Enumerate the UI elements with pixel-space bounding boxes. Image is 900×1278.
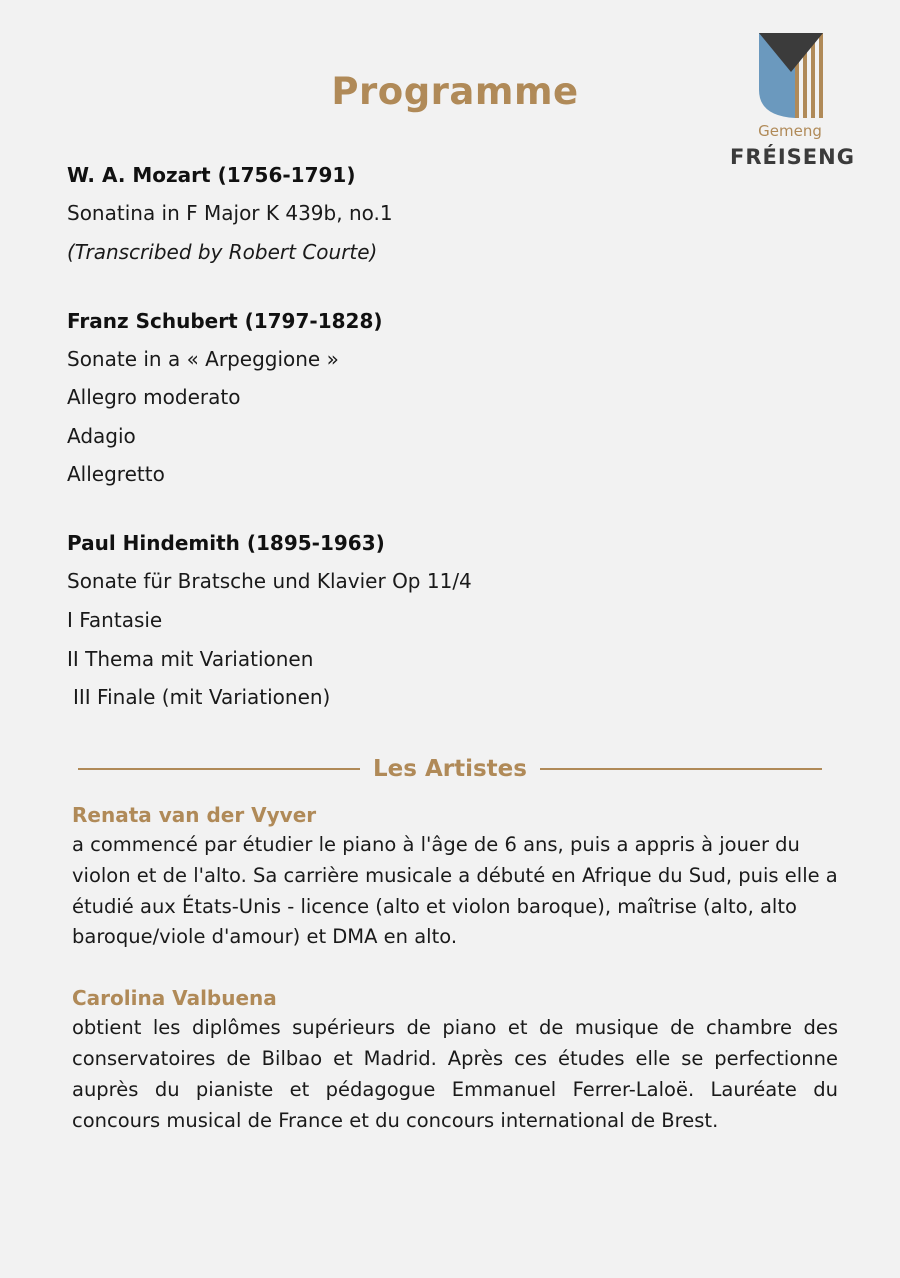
work-movement: II Thema mit Variationen [67, 646, 314, 671]
logo-name: FRÉISENG [730, 145, 855, 169]
programme-item [67, 160, 707, 267]
work-title: Sonate in a « Arpeggione » [67, 346, 339, 371]
programme-item [67, 306, 707, 490]
work-movement: Allegro moderato [67, 385, 241, 410]
artists-section-divider [78, 752, 822, 786]
work-movement: Adagio [67, 423, 136, 448]
work-title: Sonatina in F Major K 439b, no.1 [67, 201, 393, 225]
programme-list [67, 160, 707, 751]
programme-item [67, 528, 707, 712]
composer-name: Franz Schubert (1797-1828) [67, 308, 383, 333]
divider-line-left [78, 768, 360, 770]
work-movement: III Finale (mit Variationen) [73, 685, 331, 710]
artist-name: Renata van der Vyver [72, 803, 317, 827]
artists-heading: Les Artistes [373, 756, 527, 782]
work-title: Sonate für Bratsche und Klavier Op 11/4 [67, 569, 472, 594]
work-movement: Allegretto [67, 462, 165, 487]
logo-subtitle: Gemeng [758, 122, 822, 140]
composer-name: W. A. Mozart (1756-1791) [67, 163, 356, 187]
work-movement: I Fantasie [67, 607, 163, 632]
artists-list [72, 800, 838, 1166]
work-note: (Transcribed by Robert Courte) [67, 239, 378, 264]
shield-emblem-icon [730, 30, 850, 122]
artist-entry [72, 983, 838, 1136]
artist-bio: a commencé par étudier le piano à l'âge de 6 ans, puis a appris à jouer du violon et de l'alto. Sa carrière musicale a débuté en Afrique du Sud, puis elle a étudié aux États-Unis - licence (alto et violon baroque), maîtrise (alto, alto baroque/viole d'amour) et DMA en alto. [72, 833, 838, 949]
artist-entry [72, 800, 838, 953]
commune-logo [730, 30, 855, 175]
divider-line-right [540, 768, 822, 770]
page-title: Programme [331, 70, 579, 113]
artist-name: Carolina Valbuena [72, 986, 277, 1011]
artist-bio: obtient les diplômes supérieurs de piano et de musique de chambre des conservatoires de Bilbao et Madrid. Après ces études elle se perfectionne auprès du pianiste et pédagogue Emmanuel Ferrer-Laloë. Lauréate du concours musical de France et du concours international de Brest. [72, 1016, 838, 1132]
composer-name: Paul Hindemith (1895-1963) [67, 531, 385, 556]
